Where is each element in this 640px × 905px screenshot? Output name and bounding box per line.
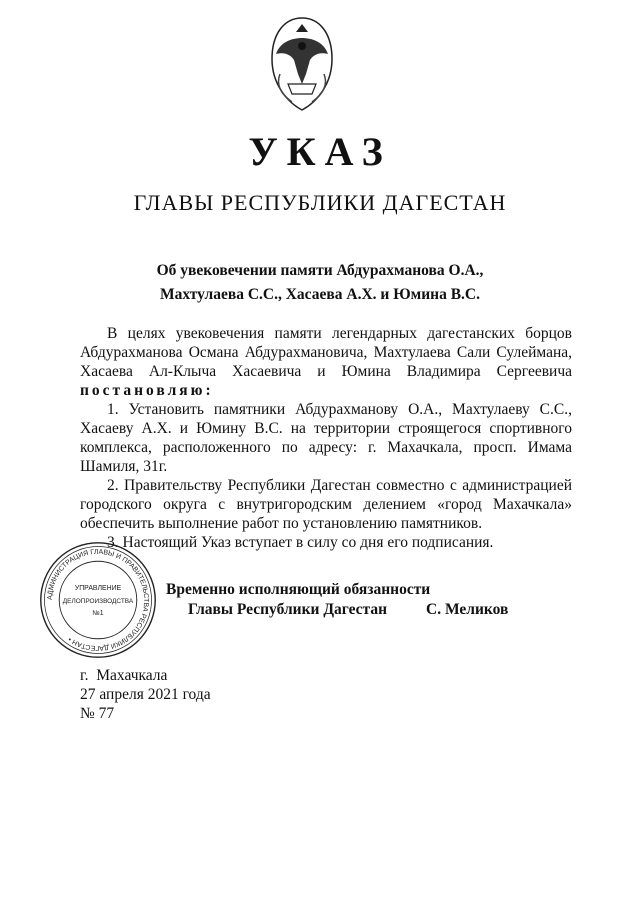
- decree-title-line: Об увековечении памяти Абдурахманова О.А.,: [156, 262, 484, 279]
- preamble-line: В целях увековечения памяти легендарных дагестанских борцов: [107, 325, 572, 342]
- svg-text:№1: №1: [92, 609, 104, 617]
- official-stamp: [38, 540, 158, 660]
- issue-date: 27 апреля 2021 года: [80, 686, 211, 703]
- signer-name: С. Меликов: [426, 601, 509, 618]
- preamble-line: Абдурахманова Османа Абдурахмановича, Махтулаева Сали Сулеймана,: [80, 344, 572, 361]
- item-1-line: 1. Установить памятники Абдурахманову О.А., Махтулаеву С.С.,: [107, 401, 572, 418]
- signer-position-line1: Временно исполняющий обязанности: [166, 581, 431, 598]
- item-2-line: 2. Правительству Республики Дагестан совместно с администрацией: [107, 477, 572, 494]
- coat-of-arms-emblem: [262, 14, 342, 114]
- issue-city: г. Махачкала: [80, 667, 168, 684]
- svg-text:УПРАВЛЕНИЕ: УПРАВЛЕНИЕ: [74, 584, 122, 592]
- issuer-heading: ГЛАВЫ РЕСПУБЛИКИ ДАГЕСТАН: [133, 190, 507, 215]
- item-2-line: городского округа с внутригородским делением «город Махачкала»: [80, 496, 572, 513]
- item-1-line: Хасаеву А.Х. и Юмину В.С. на территории строящегося спортивного: [80, 420, 572, 437]
- item-1-line: Шамиля, 31г.: [80, 458, 168, 475]
- item-3-line: 3. Настоящий Указ вступает в силу со дня его подписания.: [107, 534, 494, 551]
- document-type-heading: УКАЗ: [248, 129, 392, 174]
- item-1-line: комплекса, расположенного по адресу: г. Махачкала, просп. Имама: [80, 439, 572, 456]
- preamble-line: Хасаева Ал-Клыча Хасаевича и Юмина Владимира Сергеевича: [80, 363, 572, 380]
- decree-word: постановляю:: [80, 382, 214, 399]
- svg-text:АДМИНИСТРАЦИЯ ГЛАВЫ И ПРАВИТЕЛ: АДМИНИСТРАЦИЯ ГЛАВЫ И ПРАВИТЕЛЬСТВА РЕСПУБЛИКИ ДАГЕСТАН •: [46, 548, 150, 652]
- svg-text:ДЕЛОПРОИЗВОДСТВА: ДЕЛОПРОИЗВОДСТВА: [62, 597, 134, 605]
- item-2-line: обеспечить выполнение работ по установлению памятников.: [80, 515, 483, 532]
- decree-number: № 77: [80, 705, 115, 722]
- signer-position-line2: Главы Республики Дагестан: [188, 601, 388, 618]
- decree-title-line: Махтулаева С.С., Хасаева А.Х. и Юмина В.С.: [160, 286, 480, 303]
